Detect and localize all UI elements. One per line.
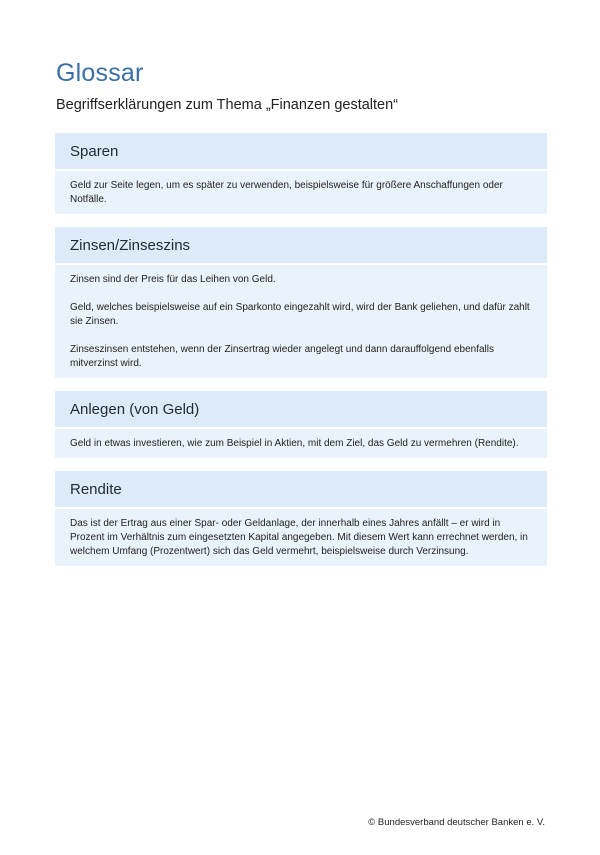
glossary-definition xyxy=(55,171,547,214)
glossary-definition xyxy=(55,429,547,458)
glossary-term: Anlegen (von Geld) xyxy=(55,391,547,427)
definition-paragraph: Geld zur Seite legen, um es später zu verwenden, beispielsweise für größere Anschaffungen oder Notfälle. xyxy=(70,180,503,205)
page-title: Glossar xyxy=(56,59,144,87)
glossary-entry-zinsen xyxy=(55,227,547,378)
glossary-term: Rendite xyxy=(55,471,547,507)
glossary-list xyxy=(55,133,547,579)
definition-paragraph: Zinsen sind der Preis für das Leihen von Geld. xyxy=(70,274,276,285)
definition-paragraph: Das ist der Ertrag aus einer Spar- oder Geldanlage, der innerhalb eines Jahres anfällt – er wird in Prozent im Verhältnis zum eingesetzten Kapital angegeben. Mit diesem Wert kann errechnet werden, in welchem Umfang (Prozentwert) sich das Geld vermehrt, beispielsweise durch Verzinsung. xyxy=(70,518,528,557)
definition-paragraph: Geld, welches beispielsweise auf ein Sparkonto eingezahlt wird, wird der Bank geliehen, und dafür zahlt sie Zinsen. xyxy=(70,302,530,327)
glossary-entry-rendite xyxy=(55,471,547,566)
glossary-definition xyxy=(55,265,547,378)
glossary-definition xyxy=(55,509,547,566)
definition-paragraph: Zinseszinsen entstehen, wenn der Zinsertrag wieder angelegt und dann darauffolgend ebenfalls mitverzinst wird. xyxy=(70,344,494,369)
glossary-term: Zinsen/Zinseszins xyxy=(55,227,547,263)
page-subtitle: Begriffserklärungen zum Thema „Finanzen gestalten“ xyxy=(56,97,399,113)
footer-copyright: © Bundesverband deutscher Banken e. V. xyxy=(368,817,545,828)
glossary-term: Sparen xyxy=(55,133,547,169)
glossary-entry-anlegen xyxy=(55,391,547,458)
glossary-entry-sparen xyxy=(55,133,547,214)
definition-paragraph: Geld in etwas investieren, wie zum Beispiel in Aktien, mit dem Ziel, das Geld zu vermehren (Rendite). xyxy=(70,438,519,449)
